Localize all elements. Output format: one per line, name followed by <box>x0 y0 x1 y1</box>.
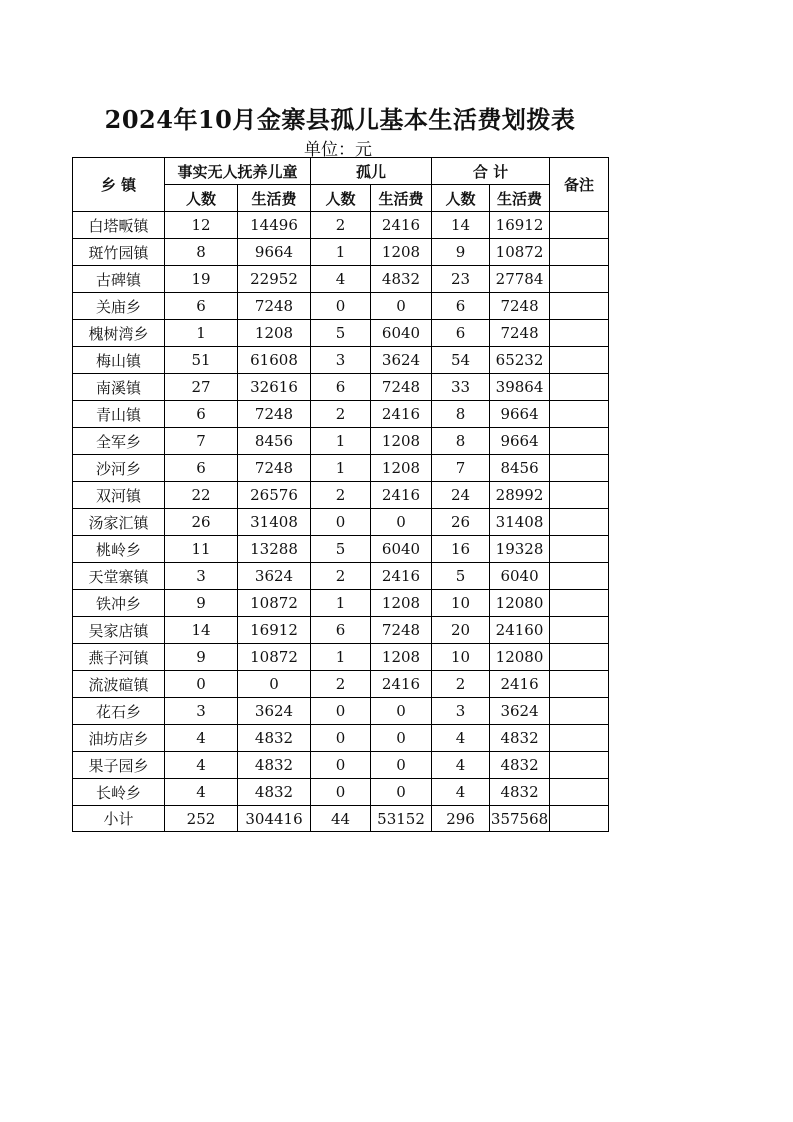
remark-cell <box>550 671 609 698</box>
header-orphan-count: 人数 <box>311 185 371 212</box>
total-count-cell: 4 <box>432 725 490 752</box>
table-row <box>73 347 609 374</box>
remark-cell <box>550 212 609 239</box>
table-row <box>73 590 609 617</box>
town-name-cell: 白塔畈镇 <box>73 212 165 239</box>
orphan-fee-cell: 1208 <box>371 428 432 455</box>
table-row <box>73 752 609 779</box>
orphan-count-cell: 0 <box>311 779 371 806</box>
unattended-count-cell: 14 <box>165 617 238 644</box>
total-fee-cell: 31408 <box>490 509 550 536</box>
unattended-fee-cell: 4832 <box>238 779 311 806</box>
remark-cell <box>550 752 609 779</box>
unattended-fee-cell: 26576 <box>238 482 311 509</box>
total-fee-cell: 19328 <box>490 536 550 563</box>
orphan-fee-cell: 0 <box>371 725 432 752</box>
orphan-count-cell: 5 <box>311 320 371 347</box>
total-fee-cell: 4832 <box>490 779 550 806</box>
unattended-count-cell: 26 <box>165 509 238 536</box>
town-name-cell: 关庙乡 <box>73 293 165 320</box>
header-unattended-children: 事实无人抚养儿童 <box>165 158 311 185</box>
total-count-cell: 10 <box>432 644 490 671</box>
unattended-count-cell: 19 <box>165 266 238 293</box>
town-name-cell: 双河镇 <box>73 482 165 509</box>
unattended-fee-cell: 7248 <box>238 401 311 428</box>
unattended-fee-cell: 1208 <box>238 320 311 347</box>
orphan-count-cell: 4 <box>311 266 371 293</box>
total-count-cell: 24 <box>432 482 490 509</box>
town-name-cell: 槐树湾乡 <box>73 320 165 347</box>
orphan-fee-cell: 2416 <box>371 212 432 239</box>
header-town: 乡 镇 <box>73 158 165 212</box>
town-name-cell: 天堂寨镇 <box>73 563 165 590</box>
header-unattended-fee: 生活费 <box>238 185 311 212</box>
total-fee-cell: 4832 <box>490 725 550 752</box>
orphan-count-cell: 1 <box>311 644 371 671</box>
unattended-count-cell: 7 <box>165 428 238 455</box>
orphan-count-cell: 0 <box>311 725 371 752</box>
total-count-cell: 26 <box>432 509 490 536</box>
orphan-fee-cell: 6040 <box>371 320 432 347</box>
unattended-count-cell: 27 <box>165 374 238 401</box>
total-count-cell: 14 <box>432 212 490 239</box>
orphan-fee-cell: 2416 <box>371 401 432 428</box>
total-fee-cell: 3624 <box>490 698 550 725</box>
table-row <box>73 212 609 239</box>
remark-cell <box>550 401 609 428</box>
unattended-count-cell: 9 <box>165 644 238 671</box>
header-total: 合 计 <box>432 158 550 185</box>
town-name-cell: 沙河乡 <box>73 455 165 482</box>
orphan-fee-cell: 2416 <box>371 482 432 509</box>
total-fee-cell: 6040 <box>490 563 550 590</box>
remark-cell <box>550 563 609 590</box>
orphan-count-cell: 1 <box>311 239 371 266</box>
header-unattended-count: 人数 <box>165 185 238 212</box>
header-orphans: 孤儿 <box>311 158 432 185</box>
town-name-cell: 斑竹园镇 <box>73 239 165 266</box>
total-fee-cell: 7248 <box>490 320 550 347</box>
total-fee-cell: 7248 <box>490 293 550 320</box>
total-fee-cell: 9664 <box>490 428 550 455</box>
orphan-fee-cell: 2416 <box>371 671 432 698</box>
unattended-count-cell: 51 <box>165 347 238 374</box>
table-row <box>73 725 609 752</box>
remark-cell <box>550 428 609 455</box>
orphan-count-cell: 0 <box>311 293 371 320</box>
orphan-fee-cell: 1208 <box>371 590 432 617</box>
total-fee-cell: 16912 <box>490 212 550 239</box>
orphan-fee-cell: 0 <box>371 509 432 536</box>
orphan-fee-cell: 1208 <box>371 239 432 266</box>
orphan-count-cell: 0 <box>311 698 371 725</box>
table-row <box>73 563 609 590</box>
total-fee-cell: 2416 <box>490 671 550 698</box>
unattended-fee-cell: 10872 <box>238 590 311 617</box>
unattended-fee-cell: 8456 <box>238 428 311 455</box>
remark-cell <box>550 482 609 509</box>
orphan-fee-cell: 3624 <box>371 347 432 374</box>
orphan-count-cell: 6 <box>311 617 371 644</box>
orphan-count-cell: 5 <box>311 536 371 563</box>
table-row <box>73 779 609 806</box>
total-count-cell: 5 <box>432 563 490 590</box>
town-name-cell: 长岭乡 <box>73 779 165 806</box>
header-remark: 备注 <box>550 158 609 212</box>
remark-cell <box>550 536 609 563</box>
unattended-count-cell: 11 <box>165 536 238 563</box>
unattended-fee-cell: 9664 <box>238 239 311 266</box>
town-name-cell: 梅山镇 <box>73 347 165 374</box>
header-total-count: 人数 <box>432 185 490 212</box>
total-fee-cell: 28992 <box>490 482 550 509</box>
orphan-fee-cell: 0 <box>371 779 432 806</box>
town-name-cell: 油坊店乡 <box>73 725 165 752</box>
orphan-fee-cell: 1208 <box>371 455 432 482</box>
remark-cell <box>550 455 609 482</box>
table-body <box>73 212 609 832</box>
town-name-cell: 铁冲乡 <box>73 590 165 617</box>
orphan-fee-cell: 4832 <box>371 266 432 293</box>
unattended-count-cell: 3 <box>165 563 238 590</box>
total-count-cell: 10 <box>432 590 490 617</box>
table-row <box>73 482 609 509</box>
total-fee-cell: 12080 <box>490 590 550 617</box>
total-count-cell: 16 <box>432 536 490 563</box>
town-name-cell: 汤家汇镇 <box>73 509 165 536</box>
unattended-fee-cell: 0 <box>238 671 311 698</box>
orphan-count-cell: 0 <box>311 752 371 779</box>
unattended-count-cell: 6 <box>165 455 238 482</box>
unattended-count-cell: 6 <box>165 293 238 320</box>
orphan-fee-cell: 0 <box>371 752 432 779</box>
total-count-cell: 23 <box>432 266 490 293</box>
table-row <box>73 509 609 536</box>
total-fee-cell: 65232 <box>490 347 550 374</box>
header-total-fee: 生活费 <box>490 185 550 212</box>
town-name-cell: 古碑镇 <box>73 266 165 293</box>
orphan-count-cell: 2 <box>311 671 371 698</box>
table-row <box>73 617 609 644</box>
town-name-cell: 桃岭乡 <box>73 536 165 563</box>
table-row <box>73 293 609 320</box>
total-count-cell: 4 <box>432 752 490 779</box>
total-count-cell: 6 <box>432 320 490 347</box>
unattended-fee-cell: 3624 <box>238 698 311 725</box>
remark-cell <box>550 806 609 832</box>
orphan-count-cell: 1 <box>311 455 371 482</box>
town-name-cell: 小计 <box>73 806 165 832</box>
orphan-fee-cell: 1208 <box>371 644 432 671</box>
unattended-fee-cell: 3624 <box>238 563 311 590</box>
total-count-cell: 3 <box>432 698 490 725</box>
total-count-cell: 6 <box>432 293 490 320</box>
total-count-cell: 296 <box>432 806 490 832</box>
orphan-fee-cell: 53152 <box>371 806 432 832</box>
total-fee-cell: 12080 <box>490 644 550 671</box>
orphan-count-cell: 3 <box>311 347 371 374</box>
orphan-count-cell: 6 <box>311 374 371 401</box>
orphan-count-cell: 2 <box>311 401 371 428</box>
remark-cell <box>550 347 609 374</box>
unattended-count-cell: 4 <box>165 725 238 752</box>
town-name-cell: 青山镇 <box>73 401 165 428</box>
orphan-count-cell: 1 <box>311 428 371 455</box>
remark-cell <box>550 779 609 806</box>
total-count-cell: 7 <box>432 455 490 482</box>
unattended-fee-cell: 32616 <box>238 374 311 401</box>
town-name-cell: 燕子河镇 <box>73 644 165 671</box>
orphan-count-cell: 2 <box>311 482 371 509</box>
unattended-fee-cell: 304416 <box>238 806 311 832</box>
total-count-cell: 4 <box>432 779 490 806</box>
unattended-fee-cell: 10872 <box>238 644 311 671</box>
unattended-fee-cell: 4832 <box>238 752 311 779</box>
orphan-count-cell: 2 <box>311 563 371 590</box>
orphan-fee-cell: 0 <box>371 698 432 725</box>
total-count-cell: 2 <box>432 671 490 698</box>
total-fee-cell: 39864 <box>490 374 550 401</box>
town-name-cell: 吴家店镇 <box>73 617 165 644</box>
remark-cell <box>550 320 609 347</box>
remark-cell <box>550 725 609 752</box>
unattended-count-cell: 22 <box>165 482 238 509</box>
remark-cell <box>550 509 609 536</box>
table-row <box>73 239 609 266</box>
total-count-cell: 54 <box>432 347 490 374</box>
orphan-count-cell: 2 <box>311 212 371 239</box>
orphan-fee-cell: 0 <box>371 293 432 320</box>
remark-cell <box>550 266 609 293</box>
unattended-fee-cell: 7248 <box>238 293 311 320</box>
total-count-cell: 20 <box>432 617 490 644</box>
table-row <box>73 698 609 725</box>
orphan-count-cell: 44 <box>311 806 371 832</box>
orphan-fee-cell: 2416 <box>371 563 432 590</box>
unattended-count-cell: 12 <box>165 212 238 239</box>
subtotal-row <box>73 806 609 832</box>
town-name-cell: 南溪镇 <box>73 374 165 401</box>
table-row <box>73 671 609 698</box>
table-row <box>73 428 609 455</box>
orphan-fee-cell: 6040 <box>371 536 432 563</box>
town-name-cell: 果子园乡 <box>73 752 165 779</box>
total-count-cell: 8 <box>432 401 490 428</box>
unattended-count-cell: 4 <box>165 779 238 806</box>
unattended-fee-cell: 61608 <box>238 347 311 374</box>
table-row <box>73 644 609 671</box>
town-name-cell: 流波碹镇 <box>73 671 165 698</box>
remark-cell <box>550 293 609 320</box>
total-fee-cell: 10872 <box>490 239 550 266</box>
unattended-count-cell: 1 <box>165 320 238 347</box>
unattended-count-cell: 9 <box>165 590 238 617</box>
total-count-cell: 33 <box>432 374 490 401</box>
remark-cell <box>550 239 609 266</box>
total-fee-cell: 357568 <box>490 806 550 832</box>
unit-label: 单位：元 <box>304 140 372 160</box>
unattended-fee-cell: 16912 <box>238 617 311 644</box>
unattended-fee-cell: 22952 <box>238 266 311 293</box>
table-row <box>73 266 609 293</box>
unattended-count-cell: 252 <box>165 806 238 832</box>
table-row <box>73 455 609 482</box>
total-fee-cell: 9664 <box>490 401 550 428</box>
unattended-fee-cell: 13288 <box>238 536 311 563</box>
allocation-table <box>72 157 609 832</box>
table-row <box>73 320 609 347</box>
table-header <box>73 158 609 212</box>
orphan-fee-cell: 7248 <box>371 374 432 401</box>
unattended-fee-cell: 14496 <box>238 212 311 239</box>
total-count-cell: 9 <box>432 239 490 266</box>
remark-cell <box>550 617 609 644</box>
unattended-count-cell: 8 <box>165 239 238 266</box>
unattended-fee-cell: 31408 <box>238 509 311 536</box>
remark-cell <box>550 644 609 671</box>
remark-cell <box>550 374 609 401</box>
unattended-count-cell: 3 <box>165 698 238 725</box>
unattended-count-cell: 4 <box>165 752 238 779</box>
orphan-fee-cell: 7248 <box>371 617 432 644</box>
page-title: 2024年10月金寨县孤儿基本生活费划拨表 <box>104 105 576 134</box>
total-fee-cell: 27784 <box>490 266 550 293</box>
header-orphan-fee: 生活费 <box>371 185 432 212</box>
unattended-count-cell: 0 <box>165 671 238 698</box>
total-fee-cell: 24160 <box>490 617 550 644</box>
unattended-count-cell: 6 <box>165 401 238 428</box>
table-row <box>73 401 609 428</box>
remark-cell <box>550 590 609 617</box>
remark-cell <box>550 698 609 725</box>
total-count-cell: 8 <box>432 428 490 455</box>
total-fee-cell: 4832 <box>490 752 550 779</box>
town-name-cell: 全军乡 <box>73 428 165 455</box>
table-row <box>73 536 609 563</box>
orphan-count-cell: 1 <box>311 590 371 617</box>
town-name-cell: 花石乡 <box>73 698 165 725</box>
unattended-fee-cell: 7248 <box>238 455 311 482</box>
table-row <box>73 374 609 401</box>
total-fee-cell: 8456 <box>490 455 550 482</box>
unattended-fee-cell: 4832 <box>238 725 311 752</box>
orphan-count-cell: 0 <box>311 509 371 536</box>
